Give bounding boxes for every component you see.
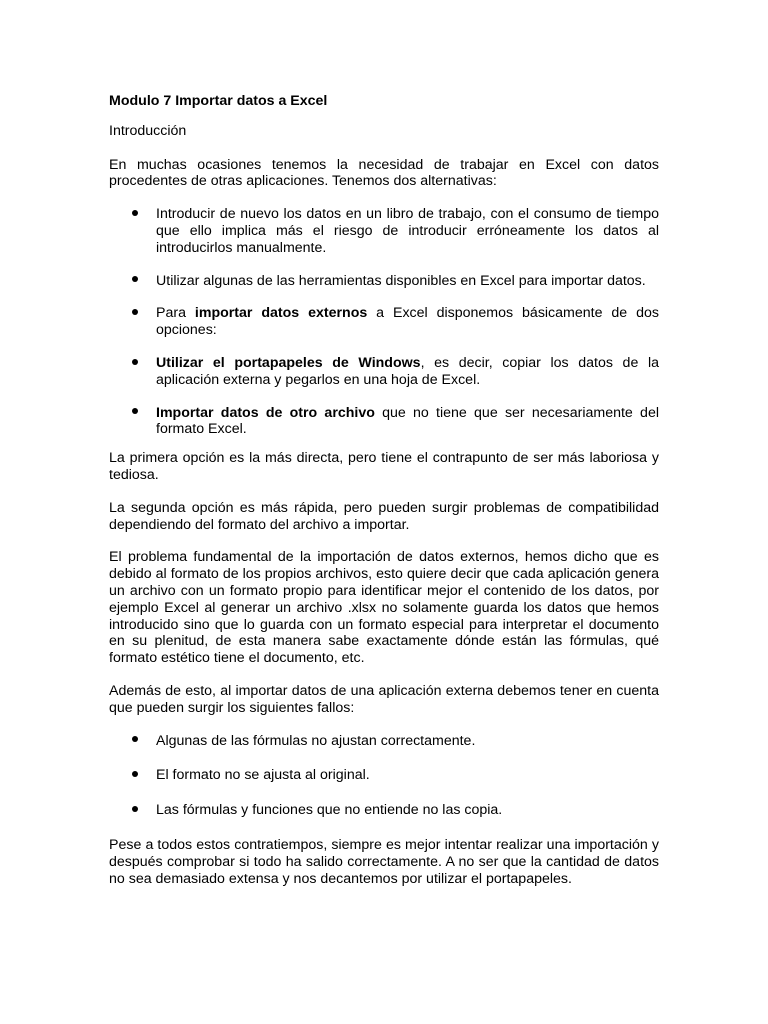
intro-paragraph: En muchas ocasiones tenemos la necesidad de trabajar en Excel con datos procedentes de otras aplicaciones. Tenemos dos alternativas: <box>109 156 659 190</box>
body-paragraph: Pese a todos estos contratiempos, siempre es mejor intentar realizar una importación y después comprobar si todo ha salido correctamente. A no ser que la cantidad de datos no sea demasiado extensa y nos decantemos por utilizar el portapapeles. <box>109 836 659 887</box>
list-item-text: Utilizar algunas de las herramientas disponibles en Excel para importar datos. <box>156 272 646 289</box>
document-page <box>109 93 659 903</box>
body-paragraph: El problema fundamental de la importación de datos externos, hemos dicho que es debido al formato de los propios archivos, esto quiere decir que cada aplicación genera un archivo con un formato propio para identificar mejor el contenido de los datos, por ejemplo Excel al generar un archivo .xlsx no solamente guarda los datos que hemos introducido sino que lo guarda con un formato especial para interpretar el documento en su plenitud, de esta manera sabe exactamente dónde están las fórmulas, qué formato estético tiene el documento, etc. <box>109 549 659 667</box>
list-item-text: Las fórmulas y funciones que no entiende no las copia. <box>156 802 503 819</box>
section-heading: Introducción <box>109 122 187 139</box>
list-item-bold: Utilizar el portapapeles de Windows <box>156 354 421 371</box>
list-item <box>109 206 659 256</box>
bullet-icon <box>131 206 139 223</box>
body-paragraph: Además de esto, al importar datos de una aplicación externa debemos tener en cuenta que pueden surgir los siguientes fallos: <box>109 682 659 716</box>
list-item-text: que no tiene que ser necesariamente del formato Excel. <box>156 404 659 438</box>
bullet-icon <box>131 733 139 750</box>
list-item <box>109 305 659 339</box>
list-item <box>109 405 659 439</box>
list-item-text: a Excel disponemos básicamente de dos opciones: <box>156 305 659 339</box>
failures-list <box>109 733 659 819</box>
list-item-text: El formato no se ajusta al original. <box>156 767 370 784</box>
list-item-text: Algunas de las fórmulas no ajustan correctamente. <box>156 732 476 749</box>
bullet-icon <box>131 767 139 784</box>
list-item-prefix: Para <box>156 305 195 322</box>
document-title: Modulo 7 Importar datos a Excel <box>109 93 328 109</box>
list-item-bold: Importar datos de otro archivo <box>156 404 375 421</box>
list-item <box>109 767 659 784</box>
list-item <box>109 355 659 389</box>
alternatives-list <box>109 206 659 438</box>
bullet-icon <box>131 355 139 372</box>
bullet-icon <box>131 802 139 819</box>
list-item <box>109 802 659 819</box>
body-paragraph: La primera opción es la más directa, pero tiene el contrapunto de ser más laboriosa y tediosa. <box>109 450 659 483</box>
list-item-text: Introducir de nuevo los datos en un libro de trabajo, con el consumo de tiempo que ello implica más el riesgo de introducir erróneamente los datos al introducirlos manualmente. <box>156 206 659 256</box>
list-item <box>109 733 659 750</box>
list-item-text: , es decir, copiar los datos de la aplicación externa y pegarlos en una hoja de Excel. <box>156 354 659 388</box>
list-item-bold: importar datos externos <box>194 305 368 322</box>
bullet-icon <box>131 305 139 322</box>
bullet-icon <box>131 273 139 290</box>
bullet-icon <box>131 405 139 422</box>
list-item <box>109 273 659 290</box>
body-paragraph: La segunda opción es más rápida, pero pueden surgir problemas de compatibilidad dependiendo del formato del archivo a importar. <box>109 499 659 533</box>
